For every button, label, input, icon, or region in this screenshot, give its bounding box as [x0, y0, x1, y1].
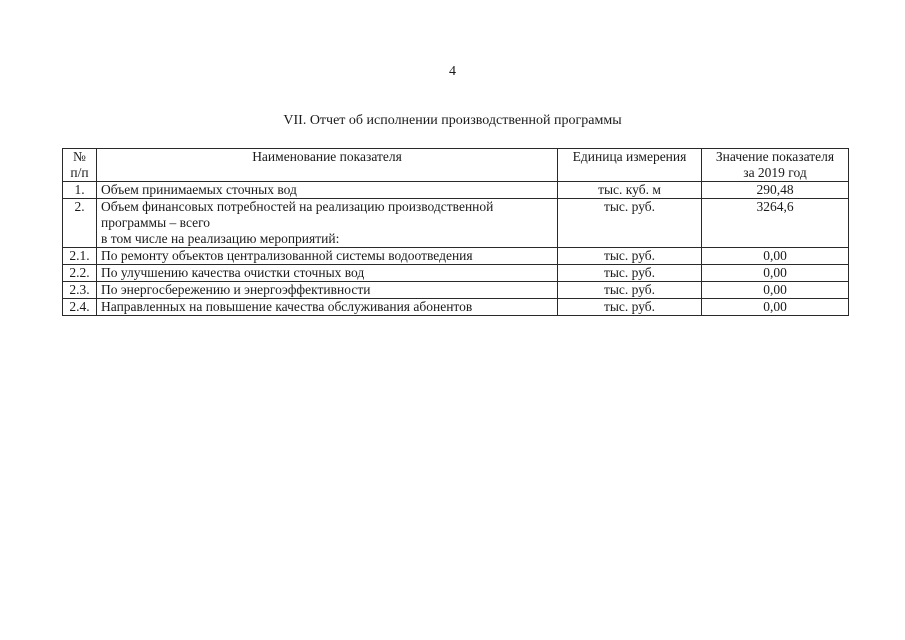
- row-name: [97, 182, 558, 199]
- row-unit: тыс. руб.: [558, 299, 702, 316]
- row-unit: тыс. руб.: [558, 282, 702, 299]
- row-name: [97, 265, 558, 282]
- report-table: [62, 148, 849, 316]
- row-name-line: По энергосбережению и энергоэффективности: [101, 282, 371, 297]
- row-num: 2.3.: [63, 282, 97, 299]
- header-num-line1: №: [73, 149, 86, 164]
- header-value-line1: Значение показателя: [715, 149, 835, 164]
- row-num: 1.: [63, 182, 97, 199]
- header-value-line2: за 2019 год: [743, 165, 807, 180]
- table-row: [63, 199, 849, 248]
- row-unit: тыс. руб.: [558, 248, 702, 265]
- table-row: [63, 248, 849, 265]
- row-name-line: Объем принимаемых сточных вод: [101, 182, 297, 197]
- header-num-line2: п/п: [70, 165, 89, 180]
- table-body: [63, 182, 849, 316]
- row-name: [97, 299, 558, 316]
- row-value: 0,00: [702, 248, 849, 265]
- row-num: 2.2.: [63, 265, 97, 282]
- row-name-line: По улучшению качества очистки сточных вод: [101, 265, 365, 280]
- row-num: 2.1.: [63, 248, 97, 265]
- header-unit: Единица измерения: [558, 149, 702, 182]
- row-name: [97, 248, 558, 265]
- table-row: [63, 265, 849, 282]
- table-row: [63, 282, 849, 299]
- table-header-row: [63, 149, 849, 182]
- row-name-line: По ремонту объектов централизованной системы водоотведения: [101, 248, 473, 263]
- row-unit: тыс. руб.: [558, 265, 702, 282]
- row-value: 0,00: [702, 265, 849, 282]
- row-value: 0,00: [702, 299, 849, 316]
- row-num: 2.: [63, 199, 97, 248]
- row-value: 290,48: [702, 182, 849, 199]
- table-row: [63, 182, 849, 199]
- header-value: [702, 149, 849, 182]
- table-row: [63, 299, 849, 316]
- row-name: [97, 199, 558, 248]
- row-value: 0,00: [702, 282, 849, 299]
- section-title: VII. Отчет об исполнении производственной программы: [283, 113, 622, 128]
- header-num: [63, 149, 97, 182]
- row-num: 2.4.: [63, 299, 97, 316]
- row-name: [97, 282, 558, 299]
- row-unit: тыс. куб. м: [558, 182, 702, 199]
- row-name-line: в том числе на реализацию мероприятий:: [101, 231, 340, 246]
- row-name-line: программы – всего: [101, 215, 211, 230]
- row-unit: тыс. руб.: [558, 199, 702, 248]
- row-name-line: Объем финансовых потребностей на реализацию производственной: [101, 199, 494, 214]
- row-name-line: Направленных на повышение качества обслуживания абонентов: [101, 299, 473, 314]
- page-number: 4: [449, 64, 456, 79]
- header-name: Наименование показателя: [97, 149, 558, 182]
- row-value: 3264,6: [702, 199, 849, 248]
